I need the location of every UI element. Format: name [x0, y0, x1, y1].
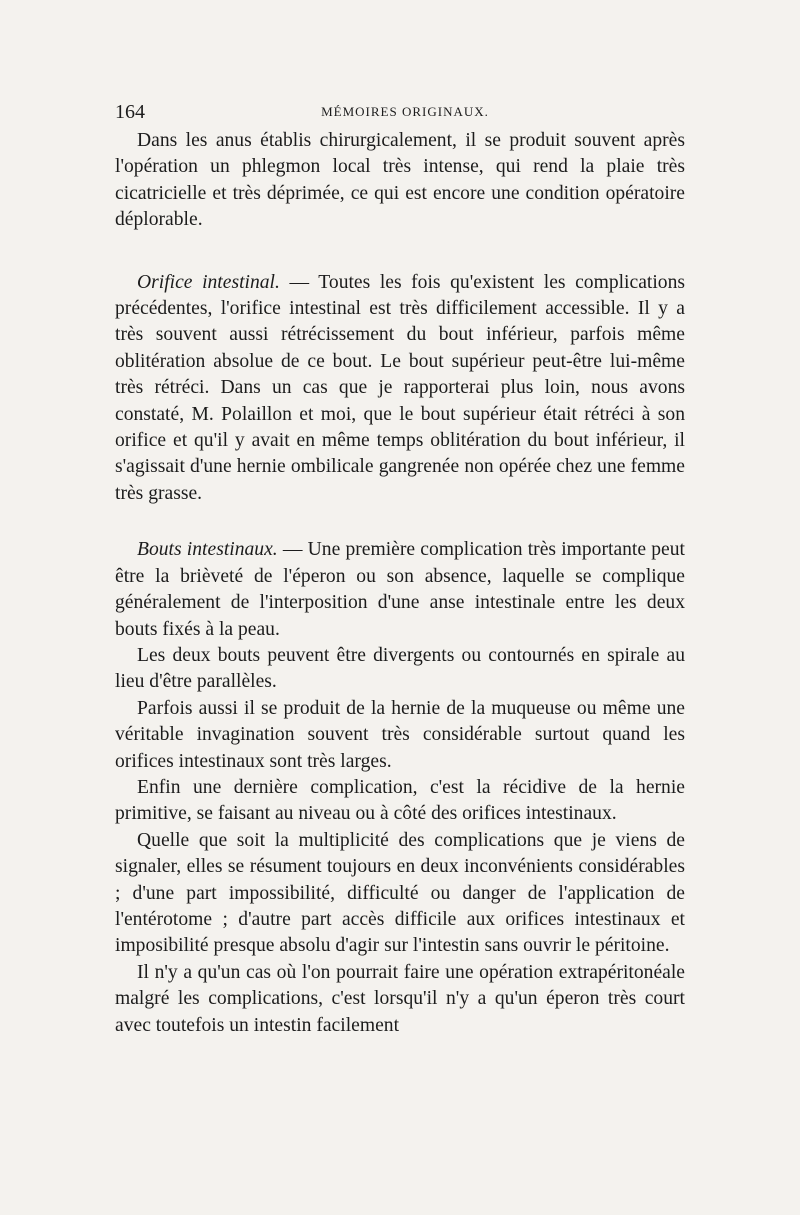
- paragraph-6: Enfin une dernière complication, c'est la récidive de la hernie primitive, se faisant au niveau ou à côté des orifices intestinaux.: [115, 776, 685, 825]
- section-heading-bouts: Bouts intestinaux.: [137, 539, 278, 561]
- paragraph-2-text: Toutes les fois qu'existent les complications précédentes, l'orifice intestinal est très difficilement accessible. Il y a très souvent aussi rétrécissement du bout inférieur, parfois même oblitération absolue de ce bout. Le bout supérieur peut-être lui-même très rétréci. Dans un cas que je rapporterai plus loin, nous avons constaté, M. Polaillon et moi, que le bout supérieur était rétréci à son orifice et qu'il y avait en même temps oblitération du bout inférieur, il s'agissait d'une hernie ombilicale gangrenée non opérée chez une femme très grasse.: [115, 271, 686, 504]
- running-head: MÉMOIRES ORIGINAUX.: [321, 104, 489, 119]
- paragraph-2: [115, 270, 685, 508]
- page-header: [115, 100, 695, 124]
- body-text: [115, 128, 685, 1039]
- paragraph-3: [115, 537, 685, 643]
- paragraph-5: Parfois aussi il se produit de la hernie de la muqueuse ou même une véritable invagination souvent très considérable surtout quand les orifices intestinaux sont très larges.: [115, 697, 685, 772]
- paragraph-3-text: Une première complication très importante peut être la brièveté de l'éperon ou son absence, laquelle se complique généralement de l'interposition d'une anse intestinale entre les deux bouts fixés à la peau.: [115, 539, 685, 640]
- section-heading-orifice: Orifice intestinal.: [137, 271, 280, 293]
- heading-separator: —: [277, 539, 308, 561]
- paragraph-4: Les deux bouts peuvent être divergents ou contournés en spirale au lieu d'être parallèles.: [115, 644, 685, 693]
- heading-separator: —: [279, 271, 319, 293]
- paragraph-1: Dans les anus établis chirurgicalement, il se produit souvent après l'opération un phlegmon local très intense, qui rend la plaie très cicatricielle et très déprimée, ce qui est encore une condition opératoire déplorable.: [115, 130, 685, 231]
- paragraph-7: Quelle que soit la multiplicité des complications que je viens de signaler, elles se résument toujours en deux inconvénients considérables ; d'une part impossibilité, difficulté ou danger de l'application de l'entérotome ; d'autre part accès difficile aux orifices intestinaux et imposibilité presque absolu d'agir sur l'intestin sans ouvrir le péritoine.: [115, 829, 685, 957]
- page-number: 164: [115, 101, 145, 123]
- paragraph-8: Il n'y a qu'un cas où l'on pourrait faire une opération extrapéritonéale malgré les complications, c'est lorsqu'il n'y a qu'un éperon très court avec toutefois un intestin facilement: [115, 961, 685, 1036]
